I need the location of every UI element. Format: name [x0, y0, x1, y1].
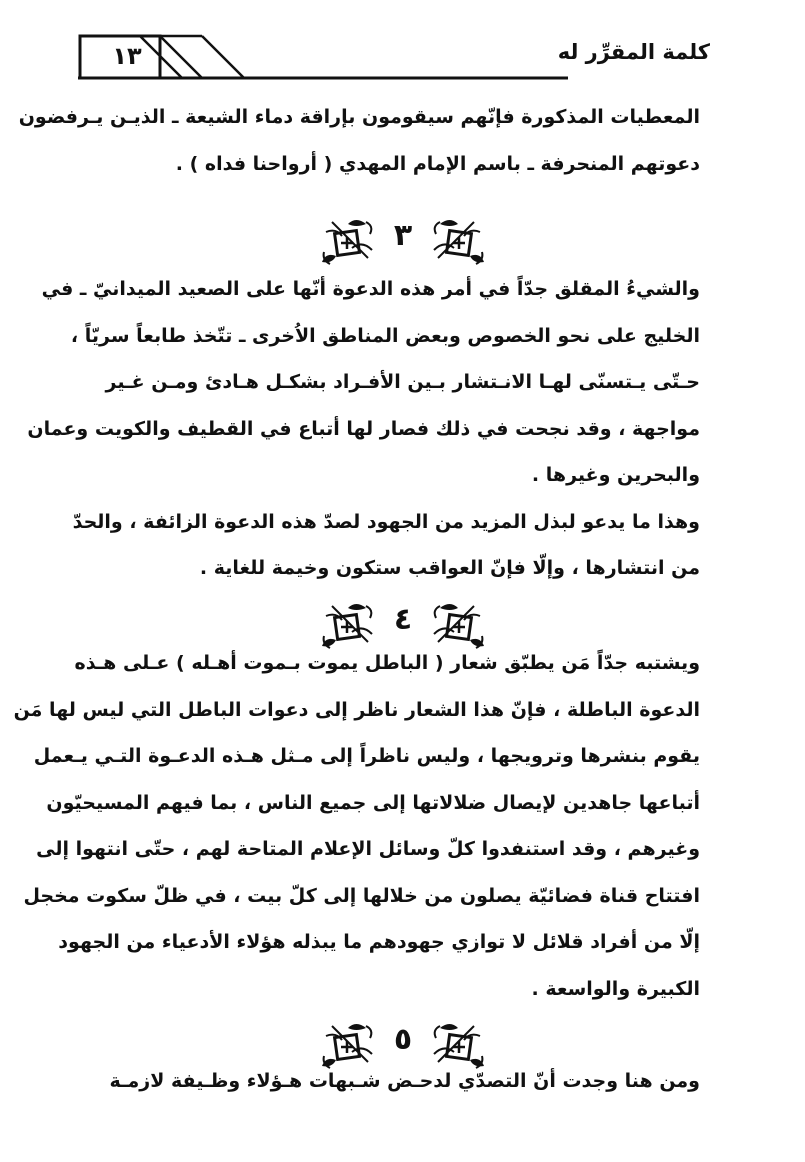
text-line: مواجهة ، وقد نجحت في ذلك فصار لها أتباع في القطيف والكويت وعمان	[27, 417, 700, 440]
text-line: وغيرهم ، وقد استنفدوا كلّ وسائل الإعلام المتاحة لهم ، حتّى انتهوا إلى	[36, 838, 700, 860]
section-number: ٤	[393, 602, 413, 637]
text-line: الكبيرة والواسعة .	[531, 977, 700, 1000]
page-header	[78, 32, 710, 84]
text-block-intro	[18, 94, 700, 187]
floral-ornament-icon	[430, 214, 488, 268]
text-line: ويشتبه جدّاً مَن يطبّق شعار ( الباطل يموت بـموت أهـله ) عـلى هـذه	[74, 652, 700, 674]
section-separator-3	[318, 212, 488, 272]
text-line: حـتّى يـتسنّى لهـا الانـتشار بـين الأفـراد بشكـل هـادئ ومـن غـير	[105, 371, 700, 393]
text-line: الدعوة الباطلة ، فإنّ هذا الشعار ناظر إلى دعوات الباطل التي ليس لها مَن	[13, 698, 700, 721]
floral-ornament-icon	[318, 214, 376, 268]
text-line: الخليج على نحو الخصوص وبعض المناطق الاُخرى ـ تتّخذ طابعاً سريّاً ،	[70, 324, 700, 347]
running-title: كلمة المقرِّر له	[557, 40, 710, 64]
text-line: المعطيات المذكورة فإنّهم سيقومون بإراقة دماء الشيعة ـ الذيـن يـرفضون	[18, 106, 700, 128]
section-text-5	[109, 1058, 700, 1105]
text-line: يقوم بنشرها وترويجها ، وليس ناظراً إلى مـثل هـذه الدعـوة التـي يـعمل	[33, 745, 700, 767]
text-line: والشيءُ المقلق جدّاً في أمر هذه الدعوة أنّها على الصعيد الميدانيّ ـ في	[41, 278, 700, 300]
text-line: دعوتهم المنحرفة ـ باسم الإمام المهدي ( أرواحنا فداه ) .	[175, 152, 700, 175]
page-number: ١٣	[112, 42, 142, 70]
text-line: من انتشارها ، وإلّا فإنّ العواقب ستكون وخيمة للغاية .	[199, 557, 700, 579]
text-line: ومن هنا وجدت أنّ التصدّي لدحـض شـبهات هـؤلاء وظـيفة لازمـة	[109, 1070, 700, 1092]
text-line: وهذا ما يدعو لبذل المزيد من الجهود لصدّ هذه الدعوة الزائفة ، والحدّ	[72, 510, 700, 533]
text-line: افتتاح قناة فضائيّة يصلون من خلالها إلى كلّ بيت ، في ظلّ سكوت مخجل	[23, 884, 700, 907]
text-line: أتباعها جاهدين لإيصال ضلالاتها إلى جميع الناس ، بما فيهم المسيحيّون	[46, 791, 700, 814]
section-text-4	[13, 640, 700, 1012]
section-number: ٥	[393, 1022, 413, 1057]
text-line: إلّا من أفراد قلائل لا توازي جهودهم ما يبذله هؤلاء الأدعياء من الجهود	[58, 931, 700, 953]
section-text-3	[27, 266, 700, 592]
text-line: والبحرين وغيرها .	[531, 464, 700, 486]
section-number: ٣	[393, 218, 413, 253]
